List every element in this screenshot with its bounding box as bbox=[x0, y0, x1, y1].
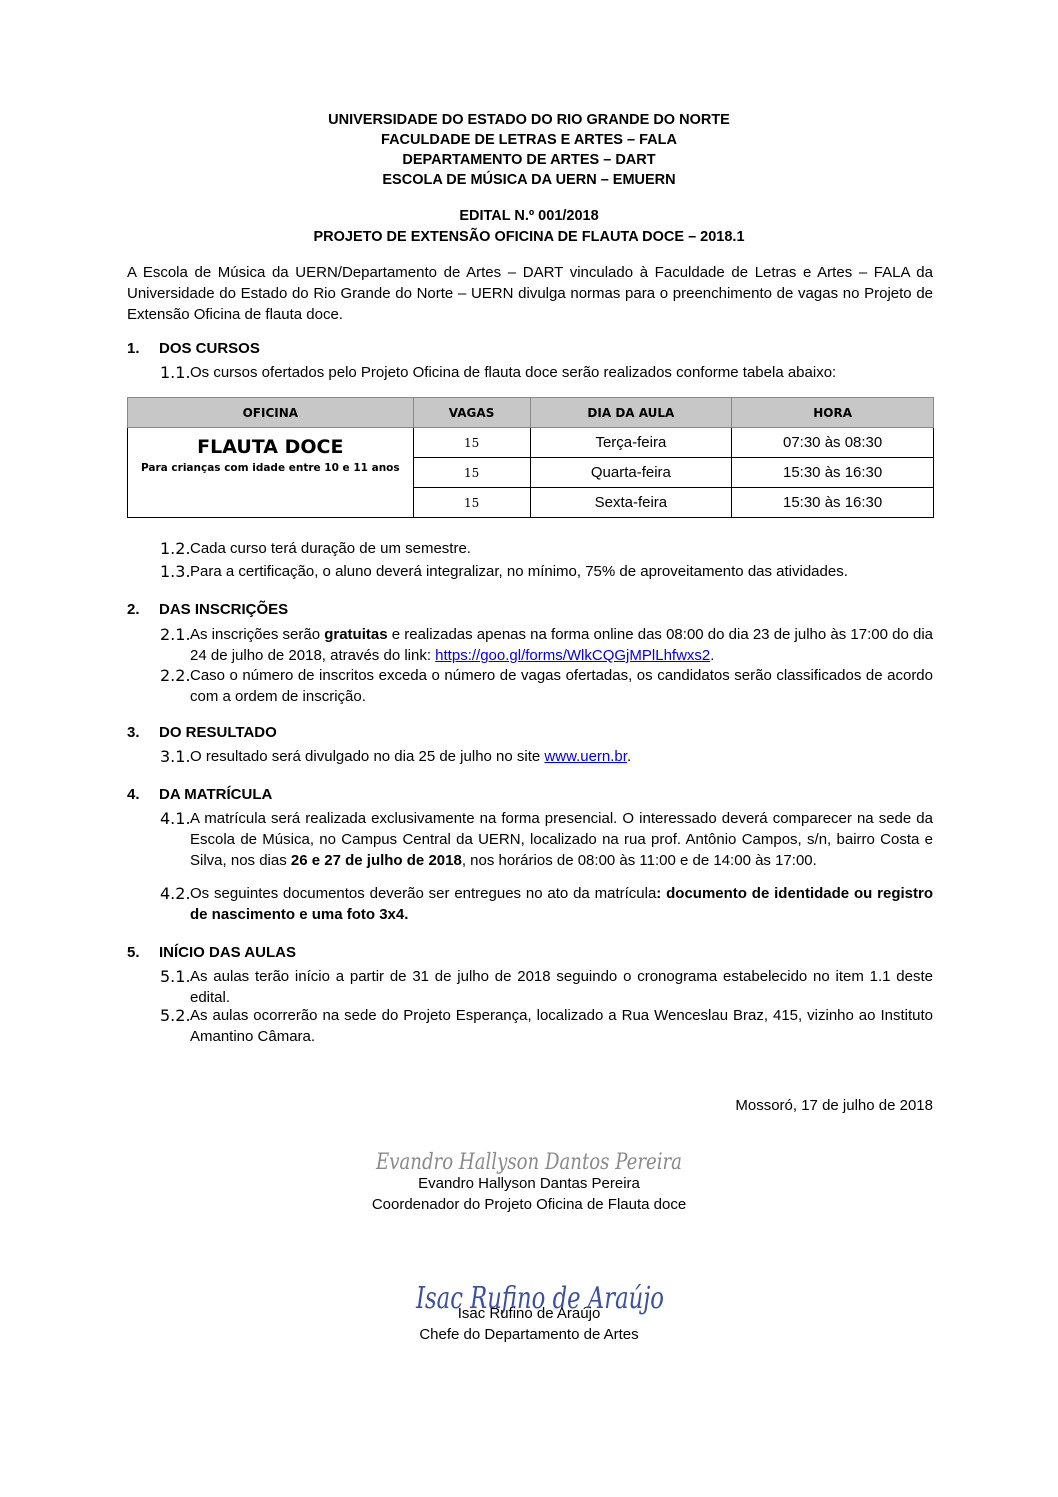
vagas-cell: 15 bbox=[413, 458, 530, 488]
hora-cell: 15:30 às 16:30 bbox=[732, 458, 934, 488]
item-number: 3.1. bbox=[160, 747, 191, 766]
section-heading-4 bbox=[127, 786, 272, 803]
item-text: Os cursos ofertados pelo Projeto Oficina de flauta doce serão realizados conforme tabela abaixo: bbox=[190, 364, 837, 381]
hora-cell: 07:30 às 08:30 bbox=[732, 428, 934, 458]
section-heading-5 bbox=[127, 944, 296, 961]
uern-site-link[interactable]: www.uern.br bbox=[544, 748, 627, 765]
signatory-role: Chefe do Departamento de Artes bbox=[419, 1326, 639, 1343]
vagas-cell: 15 bbox=[413, 488, 530, 518]
vagas-cell: 15 bbox=[413, 428, 530, 458]
item-text: O resultado será divulgado no dia 25 de julho no site www.uern.br. bbox=[190, 748, 632, 765]
item-2-2 bbox=[160, 665, 933, 707]
item-text: As aulas ocorrerão na sede do Projeto Esperança, localizado a Rua Wenceslau Braz, 415, vizinho ao Instituto Amantino Câmara. bbox=[190, 1007, 933, 1045]
table-header-row bbox=[128, 398, 934, 428]
section-heading-3 bbox=[127, 724, 277, 741]
signatory-name: Evandro Hallyson Dantas Pereira bbox=[418, 1175, 640, 1192]
item-number: 4.1. bbox=[160, 809, 191, 828]
dia-cell: Sexta-feira bbox=[530, 488, 732, 518]
header-line-4: ESCOLA DE MÚSICA DA UERN – EMUERN bbox=[382, 172, 676, 188]
intro-paragraph: A Escola de Música da UERN/Departamento de Artes – DART vinculado à Faculdade de Letras e Artes – FALA da Universidade do Estado do Rio Grande do Norte – UERN divulga normas para o preenchimento de vagas no Projeto de Extensão Oficina de flauta doce. bbox=[127, 264, 933, 323]
signature-block-1 bbox=[0, 1173, 1058, 1215]
section-number: 4. bbox=[127, 786, 140, 803]
project-title: PROJETO DE EXTENSÃO OFICINA DE FLAUTA DOCE – 2018.1 bbox=[313, 229, 745, 245]
item-text: As aulas terão início a partir de 31 de julho de 2018 seguindo o cronograma estabelecido no item 1.1 deste edital. bbox=[190, 968, 933, 1006]
inscription-form-link[interactable]: https://goo.gl/forms/WlkCQGjMPlLhfwxs2 bbox=[435, 647, 711, 664]
item-number: 5.1. bbox=[160, 967, 191, 986]
item-text: As inscrições serão gratuitas e realizadas apenas na forma online das 08:00 do dia 23 de julho às 17:00 do dia 24 de julho de 2018, através do link: https://goo.gl/forms/WlkCQGjMPlLhfwxs2. bbox=[190, 626, 933, 664]
item-number: 1.2. bbox=[160, 539, 191, 558]
table-header-cell: VAGAS bbox=[413, 398, 530, 428]
section-number: 3. bbox=[127, 724, 140, 741]
svg-text:Isac Rufino de Araújo: Isac Rufino de Araújo bbox=[415, 1281, 664, 1316]
item-4-2 bbox=[160, 883, 933, 925]
header-line-1: UNIVERSIDADE DO ESTADO DO RIO GRANDE DO NORTE bbox=[328, 112, 730, 128]
item-number: 2.1. bbox=[160, 625, 191, 644]
item-number: 1.1. bbox=[160, 363, 191, 382]
signatory-name: Isac Rufino de Araújo bbox=[457, 1305, 601, 1322]
oficina-subtitle: Para crianças com idade entre 10 e 11 anos bbox=[141, 462, 400, 474]
item-text: Para a certificação, o aluno deverá integralizar, no mínimo, 75% de aproveitamento das atividades. bbox=[190, 563, 848, 580]
table-row bbox=[128, 428, 934, 458]
section-title: DAS INSCRIÇÕES bbox=[159, 601, 289, 618]
item-2-1 bbox=[160, 624, 933, 666]
section-number: 2. bbox=[127, 601, 140, 618]
section-heading-2 bbox=[127, 601, 288, 618]
signatory-role: Coordenador do Projeto Oficina de Flauta doce bbox=[371, 1196, 687, 1213]
section-title: DA MATRÍCULA bbox=[159, 786, 273, 803]
item-1-1 bbox=[160, 362, 933, 383]
signature-block-2 bbox=[0, 1303, 1058, 1345]
institution-header bbox=[0, 110, 1058, 190]
item-number: 1.3. bbox=[160, 562, 191, 581]
item-5-2 bbox=[160, 1005, 933, 1047]
item-5-1 bbox=[160, 966, 933, 1008]
item-4-1 bbox=[160, 808, 933, 871]
section-title: INÍCIO DAS AULAS bbox=[159, 944, 296, 961]
header-line-3: DEPARTAMENTO DE ARTES – DART bbox=[402, 152, 656, 168]
item-text: Caso o número de inscritos exceda o número de vagas ofertadas, os candidatos serão classificados de acordo com a ordem de inscrição. bbox=[190, 667, 933, 705]
item-number: 5.2. bbox=[160, 1006, 191, 1025]
oficina-title: FLAUTA DOCE bbox=[197, 436, 344, 458]
hora-cell: 15:30 às 16:30 bbox=[732, 488, 934, 518]
item-number: 2.2. bbox=[160, 666, 191, 685]
section-title: DO RESULTADO bbox=[159, 724, 277, 741]
table-header-cell: DIA DA AULA bbox=[530, 398, 732, 428]
table-header-cell: HORA bbox=[732, 398, 934, 428]
item-1-3 bbox=[160, 561, 933, 582]
edital-title bbox=[0, 206, 1058, 248]
header-line-2: FACULDADE DE LETRAS E ARTES – FALA bbox=[381, 132, 677, 148]
item-text: Os seguintes documentos deverão ser entregues no ato da matrícula: documento de identidade ou registro de nascimento e uma foto 3x4. bbox=[190, 885, 933, 923]
section-number: 1. bbox=[127, 340, 140, 357]
table-header-cell: OFICINA bbox=[128, 398, 414, 428]
svg-text:Evandro Hallyson Dantos Pereir: Evandro Hallyson Dantos Pereira bbox=[375, 1150, 682, 1175]
oficina-cell bbox=[128, 428, 414, 518]
item-text: Cada curso terá duração de um semestre. bbox=[190, 540, 471, 557]
item-1-2 bbox=[160, 538, 933, 559]
section-heading-1 bbox=[127, 340, 260, 357]
item-3-1 bbox=[160, 746, 933, 767]
section-number: 5. bbox=[127, 944, 140, 961]
courses-table bbox=[127, 397, 934, 518]
section-title: DOS CURSOS bbox=[159, 340, 260, 357]
edital-number: EDITAL N.º 001/2018 bbox=[459, 208, 599, 224]
dia-cell: Terça-feira bbox=[530, 428, 732, 458]
item-number: 4.2. bbox=[160, 884, 191, 903]
item-text: A matrícula será realizada exclusivamente na forma presencial. O interessado deverá comparecer na sede da Escola de Música, no Campus Central da UERN, localizado na rua prof. Antônio Campos, s/n, bairro Costa e Silva, nos dias 26 e 27 de julho de 2018, nos horários de 08:00 às 11:00 e de 14:00 às 17:00. bbox=[190, 810, 933, 869]
document-date: Mossoró, 17 de julho de 2018 bbox=[735, 1097, 933, 1114]
dia-cell: Quarta-feira bbox=[530, 458, 732, 488]
